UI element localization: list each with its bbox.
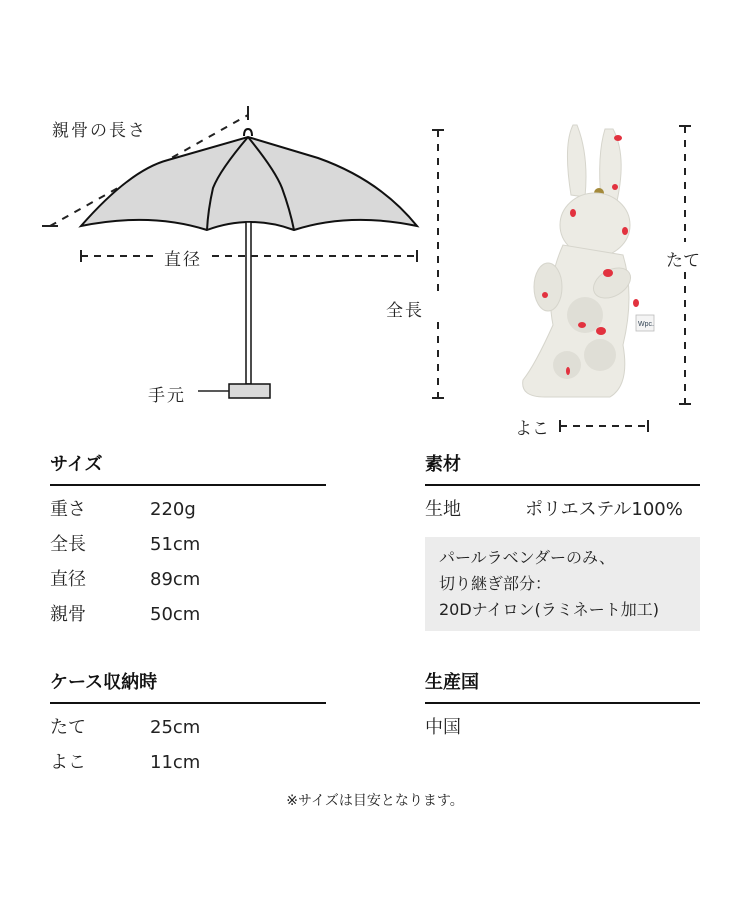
material-title: 素材 (425, 454, 461, 475)
label-case-width: よこ (515, 419, 549, 439)
material-section (425, 450, 700, 631)
case-title: ケース収納時 (50, 672, 158, 693)
label-rib-length: 親骨の長さ (52, 121, 147, 141)
bunny-case-image (505, 115, 675, 415)
label-diameter: 直径 (164, 250, 202, 270)
spec-row-total-length: 全長 51cm (50, 534, 201, 555)
divider (50, 484, 326, 486)
footnote: ※サイズは目安となります。 (286, 793, 464, 809)
size-section (50, 450, 326, 632)
origin-value: 中国 (425, 717, 461, 738)
label-handle: 手元 (148, 386, 186, 406)
spec-row-case-height: たて 25cm (50, 717, 201, 738)
spec-row-diameter: 直径 89cm (50, 569, 201, 590)
case-section (50, 668, 326, 780)
divider (50, 702, 326, 704)
spec-row-fabric: 生地 ポリエステル100% (425, 499, 683, 520)
divider (425, 702, 700, 704)
spec-row-case-width: よこ 11cm (50, 752, 201, 773)
spec-row-rib: 親骨 50cm (50, 604, 201, 625)
divider (425, 484, 700, 486)
label-case-height: たて (666, 251, 700, 271)
size-diagram (0, 0, 750, 440)
material-note: パールラベンダーのみ、 切り継ぎ部分： 20Dナイロン(ラミネート加工) (425, 537, 700, 631)
origin-section (425, 668, 700, 745)
size-title: サイズ (50, 454, 103, 475)
svg-text:Wpc.: Wpc. (638, 321, 654, 328)
origin-title: 生産国 (425, 672, 479, 693)
label-total-length: 全長 (386, 301, 424, 321)
spec-row-weight: 重さ 220g (50, 499, 196, 520)
